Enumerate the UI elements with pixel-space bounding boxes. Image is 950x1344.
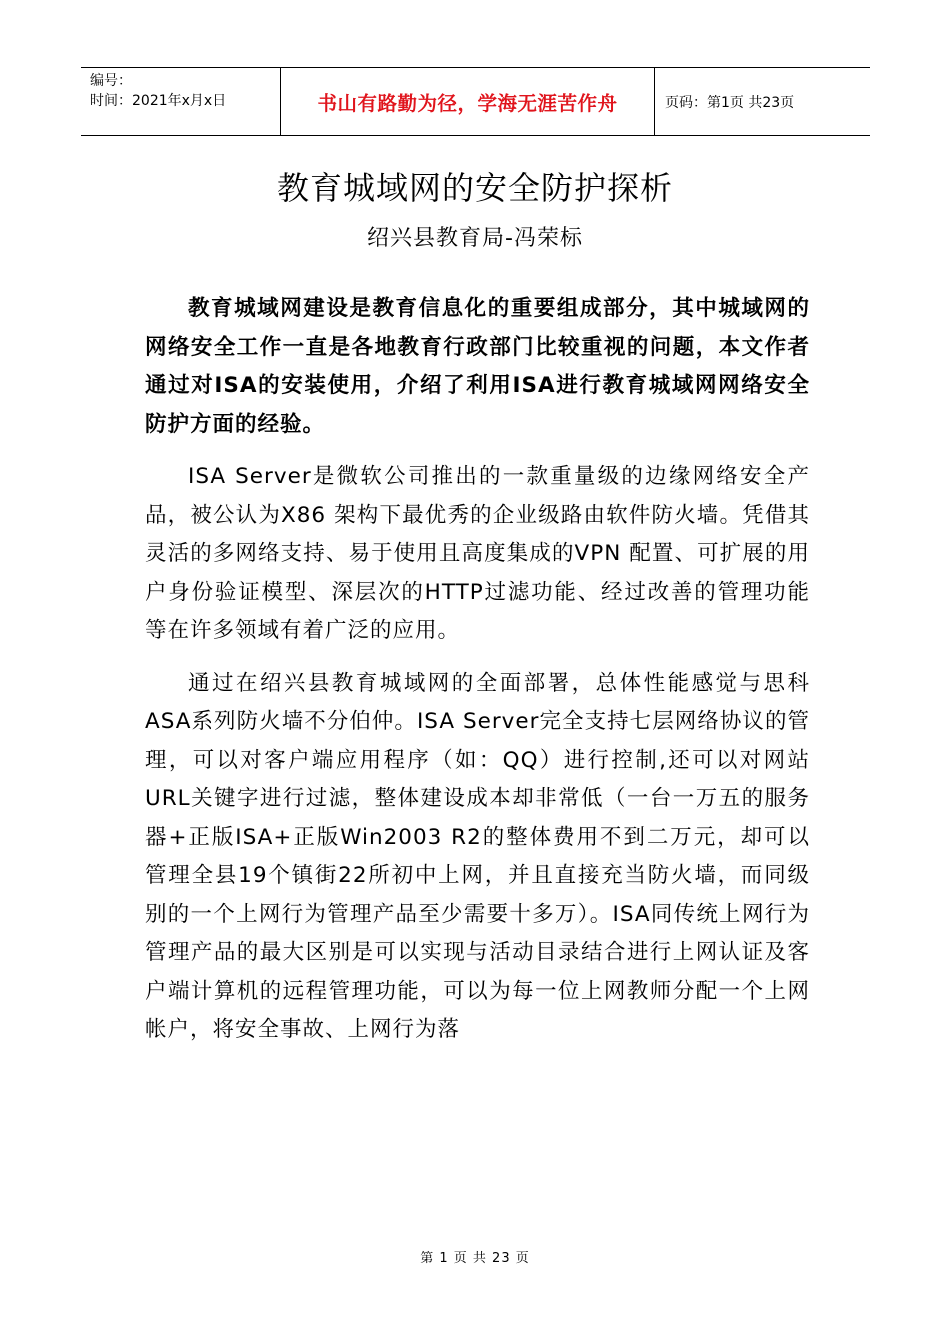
header-page-info: 页码：第1页 共23页 (665, 94, 795, 111)
document-author: 绍兴县教育局-冯荣标 (367, 226, 583, 251)
header-date-label: 时间：2021年x月x日 (90, 93, 227, 109)
abstract-paragraph: 教育城域网建设是教育信息化的重要组成部分，其中城域网的网络安全工作一直是各地教育行政部门比较重视的问题，本文作者通过对ISA的安装使用，介绍了利用ISA进行教育城域网网络安全防护方面的经验。 (145, 296, 810, 437)
document-body (145, 290, 810, 1050)
body-paragraph-2: 通过在绍兴县教育城域网的全面部署，总体性能感觉与思科ASA系列防火墙不分伯仲。ISA Server完全支持七层网络协议的管理，可以对客户端应用程序（如：QQ）进行控制,还可以对网站URL关键字进行过滤，整体建设成本却非常低（一台一万五的服务器+正版ISA+正版Win2003 R2的整体费用不到二万元，却可以管理全县19个镇街22所初中上网，并且直接充当防火墙，而同级别的一个上网行为管理产品至少需要十多万）。ISA同传统上网行为管理产品的最大区别是可以实现与活动目录结合进行上网认证及客户端计算机的远程管理功能，可以为每一位上网教师分配一个上网帐户，将安全事故、上网行为落 (145, 670, 810, 1042)
body-paragraph-1: ISA Server是微软公司推出的一款重量级的边缘网络安全产品，被公认为X86 架构下最优秀的企业级路由软件防火墙。凭借其灵活的多网络支持、易于使用且高度集成的VPN 配置、可扩展的用户身份验证模型、深层次的HTTP过滤功能、经过改善的管理功能等在许多领域有着广泛的应用。 (145, 464, 810, 643)
header-motto: 书山有路勤为径，学海无涯苦作舟 (281, 68, 655, 135)
header-number-label: 编号： (90, 73, 132, 89)
page-footer: 第 1 页 共 23 页 (420, 1251, 530, 1266)
header-meta-cell (81, 68, 281, 135)
document-header (81, 67, 870, 136)
document-title: 教育城域网的安全防护探析 (276, 169, 673, 207)
